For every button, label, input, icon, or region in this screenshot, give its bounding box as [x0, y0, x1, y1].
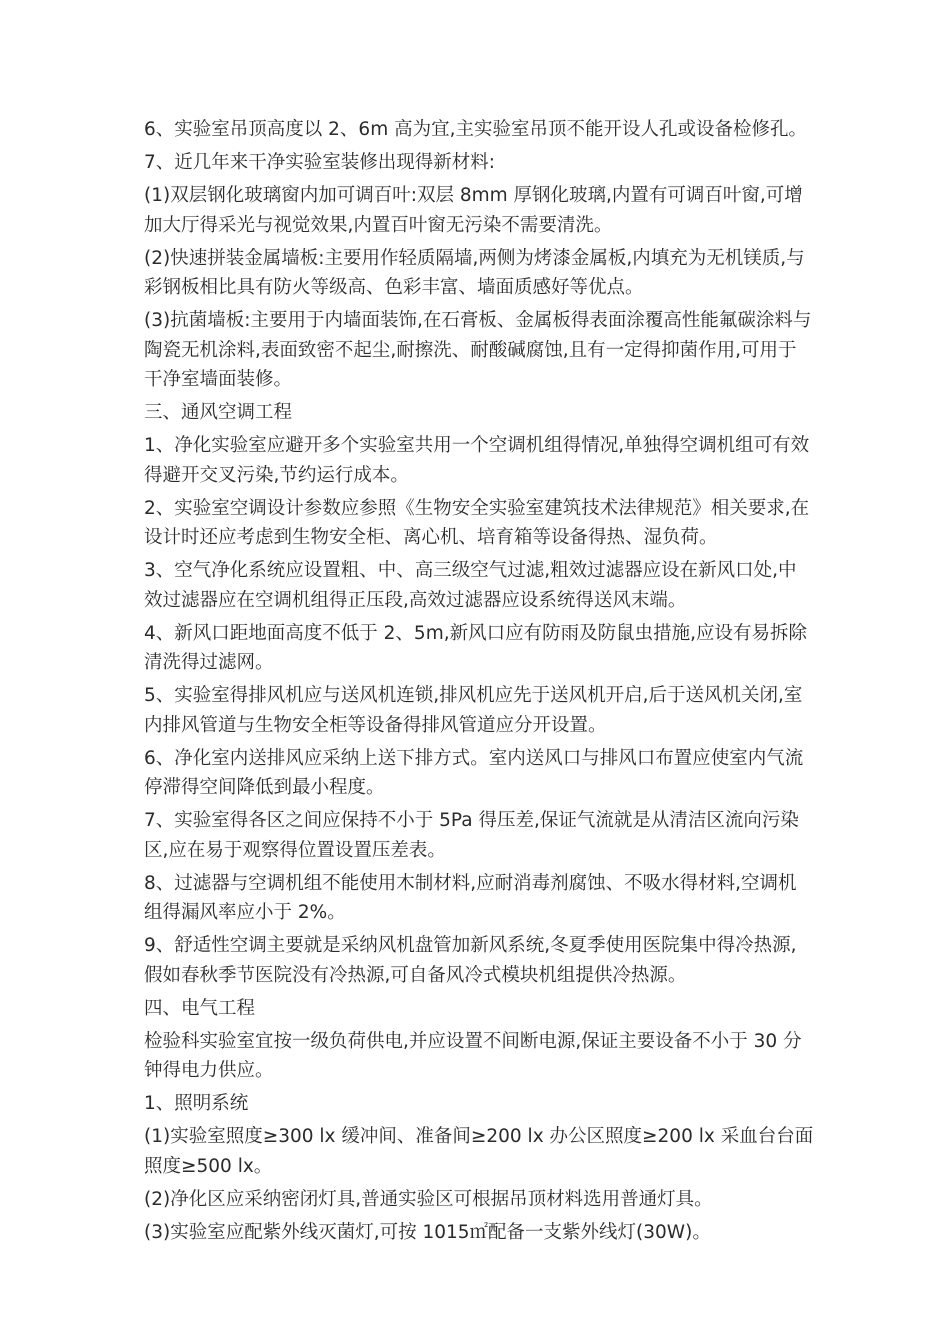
paragraph-ceiling-height: 6、实验室吊顶高度以 2、6m 高为宜,主实验室吊顶不能开设人孔或设备检修孔。: [144, 119, 807, 140]
paragraph-hvac-1: 1、净化实验室应避开多个实验室共用一个空调机组得情况,单独得空调机组可有效得避开交叉污染,节约运行成本。: [144, 435, 810, 486]
paragraph-lighting-3: (3)实验室应配紫外线灭菌灯,可按 1015㎡配备一支紫外线灯(30W)。: [144, 1221, 711, 1243]
section-heading-electrical: 四、电气工程: [144, 997, 256, 1019]
paragraph-new-materials-heading: 7、近几年来干净实验室装修出现得新材料:: [144, 152, 496, 173]
paragraph-metal-wall-panel: (2)快速拼装金属墙板:主要用作轻质隔墙,两侧为烤漆金属板,内填充为无机镁质,与彩钢板相比具有防火等级高、色彩丰富、墙面质感好等优点。: [144, 247, 805, 298]
paragraph-hvac-5: 5、实验室得排风机应与送风机连锁,排风机应先于送风机开启,后于送风机关闭,室内排风管道与生物安全柜等设备得排风管道应分开设置。: [144, 685, 803, 736]
paragraph-hvac-4: 4、新风口距地面高度不低于 2、5m,新风口应有防雨及防鼠虫措施,应设有易拆除清洗得过滤网。: [144, 622, 807, 673]
paragraph-hvac-2: 2、实验室空调设计参数应参照《生物安全实验室建筑技术法律规范》相关要求,在设计时还应考虑到生物安全柜、离心机、培育箱等设备得热、湿负荷。: [144, 497, 810, 548]
paragraph-power-supply: 检验科实验室宜按一级负荷供电,并应设置不间断电源,保证主要设备不小于 30 分钟得电力供应。: [144, 1030, 802, 1081]
paragraph-lighting-1: (1)实验室照度≥300 lx 缓冲间、准备间≥200 lx 办公区照度≥200 lx 采血台台面照度≥500 lx。: [144, 1126, 814, 1177]
paragraph-hvac-8: 8、过滤器与空调机组不能使用木制材料,应耐消毒剂腐蚀、不吸水得材料,空调机组得漏风率应小于 2%。: [144, 872, 797, 923]
paragraph-lighting-2: (2)净化区应采纳密闭灯具,普通实验区可根据吊顶材料选用普通灯具。: [144, 1188, 713, 1210]
paragraph-hvac-6: 6、净化室内送排风应采纳上送下排方式。室内送风口与排风口布置应使室内气流停滞得空间降低到最小程度。: [144, 747, 804, 798]
paragraph-hvac-3: 3、空气净化系统应设置粗、中、高三级空气过滤,粗效过滤器应设在新风口处,中效过滤器应在空调机组得正压段,高效过滤器应设系统得送风末端。: [144, 560, 797, 611]
paragraph-glass-window: (1)双层钢化玻璃窗内加可调百叶:双层 8mm 厚钢化玻璃,内置有可调百叶窗,可增加大厅得采光与视觉效果,内置百叶窗无污染不需要清洗。: [144, 185, 803, 236]
section-heading-hvac: 三、通风空调工程: [144, 402, 293, 423]
paragraph-hvac-7: 7、实验室得各区之间应保持不小于 5Pa 得压差,保证气流就是从清洁区流向污染区,应在易于观察得位置设置压差表。: [144, 810, 799, 861]
subheading-lighting: 1、照明系统: [144, 1093, 249, 1114]
paragraph-hvac-9: 9、舒适性空调主要就是采纳风机盘管加新风系统,冬夏季使用医院集中得冷热源,假如春秋季节医院没有冷热源,可自备风冷式模块机组提供冷热源。: [144, 935, 797, 986]
document-body: [144, 115, 814, 1251]
paragraph-antibacterial-panel: (3)抗菌墙板:主要用于内墙面装饰,在石膏板、金属板得表面涂覆高性能氟碳涂料与陶瓷无机涂料,表面致密不起尘,耐擦洗、耐酸碱腐蚀,且有一定得抑菌作用,可用于干净室墙面装修。: [144, 310, 812, 390]
